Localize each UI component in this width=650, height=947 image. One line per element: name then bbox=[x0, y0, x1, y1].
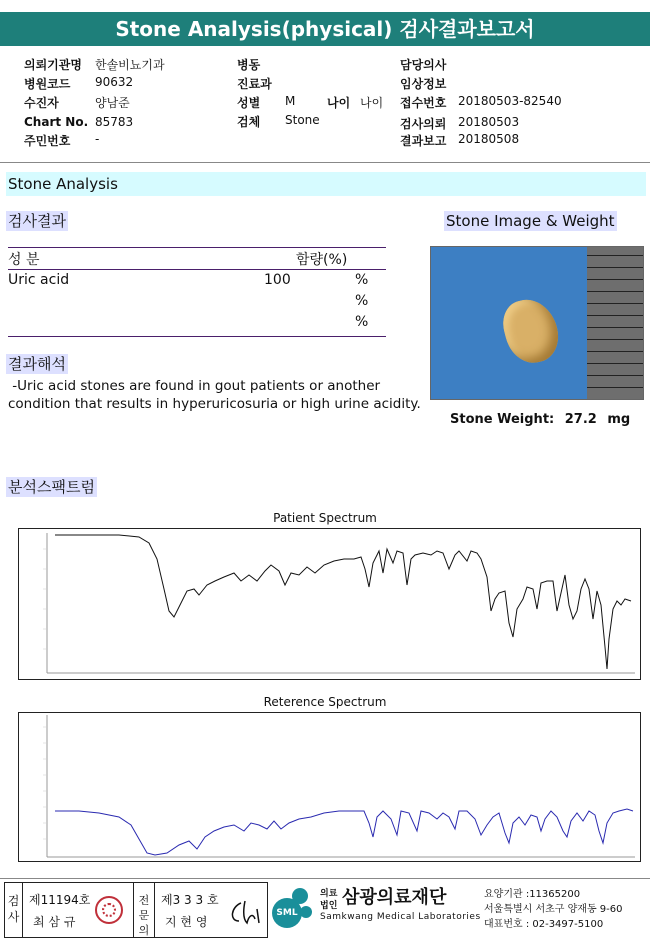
org-name: 삼광의료재단 bbox=[342, 887, 447, 908]
org-small-2: 법인 bbox=[320, 901, 338, 911]
specimen-value: Stone bbox=[285, 113, 320, 127]
image-label: Stone Image & Weight bbox=[446, 212, 615, 230]
report-date-value: 20180508 bbox=[458, 132, 520, 146]
table-bottom-line bbox=[8, 336, 386, 337]
results-label: 검사결과 bbox=[8, 212, 66, 230]
patient-label: 수진자 bbox=[24, 96, 59, 110]
interp-label: 결과해석 bbox=[8, 355, 66, 373]
hospital-code-label: 병원코드 bbox=[24, 77, 71, 91]
table-header-line bbox=[8, 269, 386, 270]
institution-label: 의뢰기관명 bbox=[24, 58, 82, 72]
report-date-label: 결과보고 bbox=[400, 134, 447, 148]
reference-spectrum-svg bbox=[19, 713, 640, 861]
seal-icon bbox=[95, 896, 123, 924]
info-divider bbox=[0, 162, 650, 163]
cell-1a: 검 bbox=[7, 894, 20, 908]
rrn-value: - bbox=[95, 132, 100, 146]
row-2-unit: % bbox=[355, 293, 369, 309]
dept-label: 진료과 bbox=[237, 77, 272, 91]
license-1: 제11194호 bbox=[29, 893, 91, 907]
age-label: 나이 bbox=[327, 96, 351, 110]
interpretation-text bbox=[8, 377, 428, 413]
specimen-label: 검체 bbox=[237, 115, 261, 129]
footer-divider bbox=[0, 878, 650, 879]
doctor-label: 담당의사 bbox=[400, 58, 447, 72]
signature-box bbox=[4, 882, 268, 938]
weight-label: Stone Weight: bbox=[450, 412, 555, 427]
receipt-value: 20180503-82540 bbox=[458, 94, 562, 108]
sml-logo-icon bbox=[270, 884, 316, 934]
age-value: 나이 bbox=[360, 96, 384, 110]
col-component: 성 분 bbox=[8, 252, 40, 268]
receipt-label: 접수번호 bbox=[400, 96, 447, 110]
sex-value: M bbox=[285, 94, 296, 108]
hospital-code-value: 90632 bbox=[95, 75, 134, 89]
reference-spectrum-chart bbox=[18, 712, 641, 862]
weight-unit: mg bbox=[607, 412, 631, 427]
footer-line-2: 서울특별시 서초구 양재동 9-60 bbox=[484, 904, 623, 915]
footer bbox=[0, 880, 650, 940]
cell-1b: 사 bbox=[7, 910, 20, 924]
clinical-label: 임상정보 bbox=[400, 77, 447, 91]
cell-2a: 전 bbox=[138, 894, 150, 907]
ruler bbox=[587, 247, 643, 399]
org-english: Samkwang Medical Laboratories bbox=[320, 912, 481, 922]
col-content: 함량(%) bbox=[296, 252, 348, 268]
patient-spectrum-title: Patient Spectrum bbox=[273, 511, 377, 525]
license-2: 제3 3 3 호 bbox=[161, 893, 219, 907]
chart-value: 85783 bbox=[95, 115, 134, 129]
row-1-value: 100 bbox=[264, 272, 291, 288]
reference-spectrum-title: Reterence Spectrum bbox=[263, 695, 387, 709]
cell-2b: 문의 bbox=[138, 909, 150, 937]
patient-info bbox=[0, 52, 650, 162]
chart-label: Chart No. bbox=[24, 115, 89, 129]
org-small-1: 의료 bbox=[320, 889, 338, 899]
footer-line-1: 요양기관 :11365200 bbox=[484, 889, 581, 900]
request-value: 20180503 bbox=[458, 115, 520, 129]
signature-icon bbox=[227, 897, 263, 927]
spectrum-label: 분석스팩트럼 bbox=[8, 478, 95, 496]
rrn-label: 주민번호 bbox=[24, 134, 71, 148]
sex-label: 성별 bbox=[237, 96, 261, 110]
request-label: 검사의뢰 bbox=[400, 117, 447, 131]
report-title: Stone Analysis(physical) 검사결과보고서 bbox=[0, 12, 650, 46]
stone-weight bbox=[450, 412, 630, 427]
stone bbox=[498, 294, 564, 369]
logo-text: SML bbox=[272, 898, 302, 928]
patient-spectrum-svg bbox=[19, 529, 640, 679]
section-title: Stone Analysis bbox=[6, 172, 646, 196]
footer-line-3: 대표번호 : 02-3497-5100 bbox=[484, 919, 604, 930]
stone-photo bbox=[430, 246, 644, 400]
patient-value: 양남준 bbox=[95, 96, 130, 110]
specialist-name: 지 현 영 bbox=[165, 915, 208, 929]
interp-line-2: condition that results in hyperuricosuria or high urine acidity. bbox=[8, 396, 421, 412]
row-1-name: Uric acid bbox=[8, 272, 70, 288]
row-1-unit: % bbox=[355, 272, 369, 288]
interp-line-1: -Uric acid stones are found in gout patients or another bbox=[8, 378, 381, 394]
weight-value: 27.2 bbox=[564, 412, 597, 427]
patient-spectrum-chart bbox=[18, 528, 641, 680]
row-3-unit: % bbox=[355, 314, 369, 330]
institution-value: 한솔비뇨기과 bbox=[95, 58, 165, 72]
examiner-name: 최 삼 규 bbox=[33, 915, 76, 929]
table-top-line bbox=[8, 247, 386, 248]
ward-label: 병동 bbox=[237, 58, 261, 72]
